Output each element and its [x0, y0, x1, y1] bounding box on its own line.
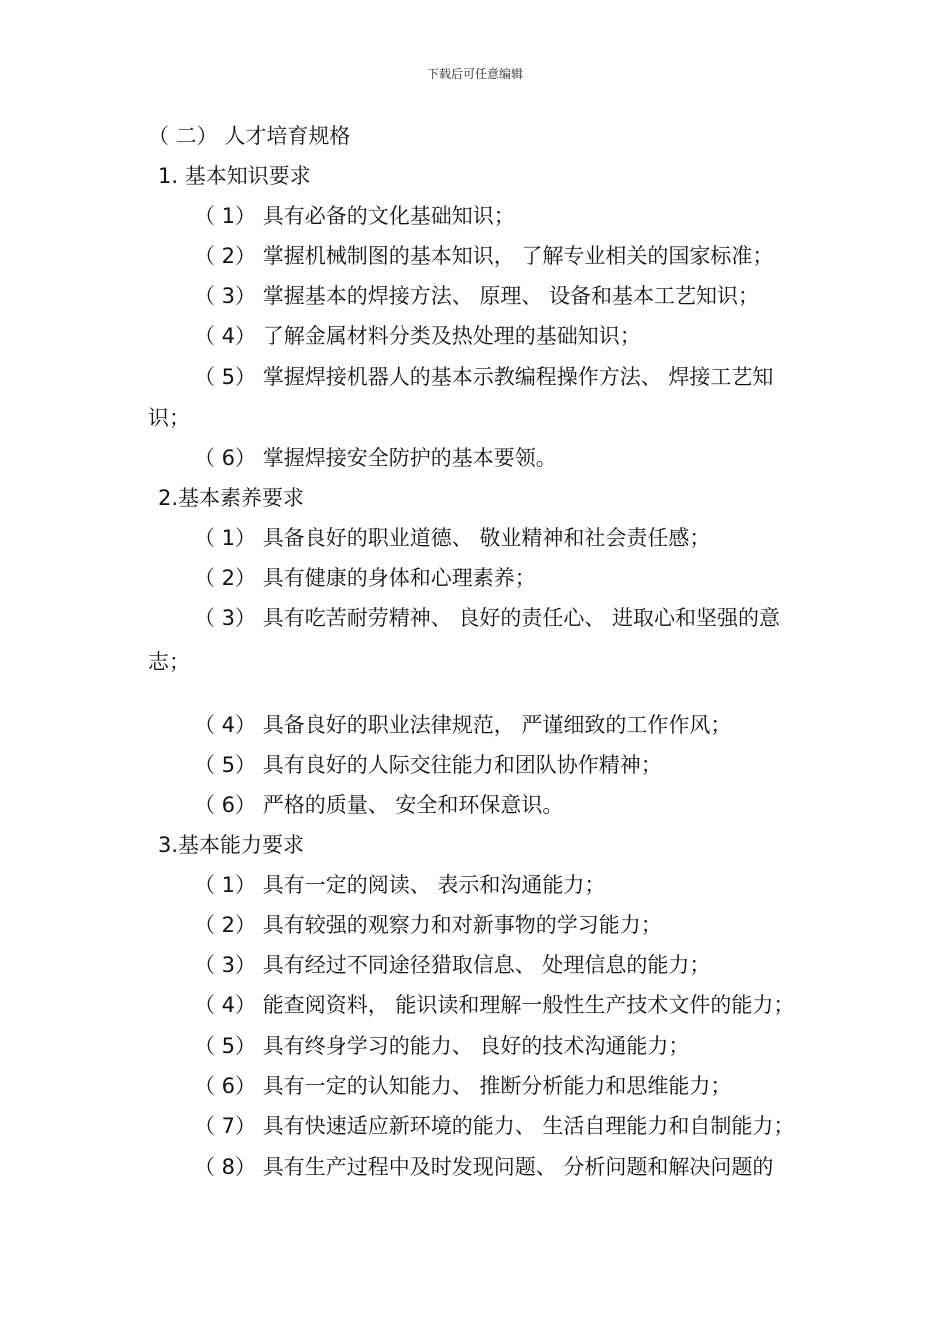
- group-title-ability: 3.基本能力要求: [158, 833, 305, 857]
- ability-item-4: （ 4） 能查阅资料， 能识读和理解一般性生产技术文件的能力；: [194, 993, 795, 1017]
- knowledge-item-3: （ 3） 掌握基本的焊接方法、 原理、 设备和基本工艺知识；: [194, 284, 760, 308]
- knowledge-item-2: （ 2） 掌握机械制图的基本知识， 了解专业相关的国家标准；: [194, 244, 774, 268]
- knowledge-item-1: （ 1） 具有必备的文化基础知识；: [194, 204, 515, 228]
- section-title: （ 二） 人才培育规格: [148, 124, 351, 148]
- group-title-knowledge: 1. 基本知识要求: [158, 164, 311, 188]
- group-title-quality: 2.基本素养要求: [158, 486, 305, 510]
- ability-item-7: （ 7） 具有快速适应新环境的能力、 生活自理能力和自制能力；: [194, 1114, 795, 1138]
- ability-item-3: （ 3） 具有经过不同途径猎取信息、 处理信息的能力；: [194, 953, 711, 977]
- knowledge-item-5-continued: 识；: [148, 406, 190, 430]
- knowledge-item-4: （ 4） 了解金属材料分类及热处理的基础知识；: [194, 324, 641, 348]
- page-header: 下载后可任意编辑: [426, 67, 523, 81]
- ability-item-6: （ 6） 具有一定的认知能力、 推断分析能力和思维能力；: [194, 1074, 732, 1098]
- quality-item-5: （ 5） 具有良好的人际交往能力和团队协作精神；: [194, 753, 662, 777]
- ability-item-8: （ 8） 具有生产过程中及时发现问题、 分析问题和解决问题的: [194, 1155, 774, 1179]
- ability-item-5: （ 5） 具有终身学习的能力、 良好的技术沟通能力；: [194, 1034, 690, 1058]
- quality-item-1: （ 1） 具备良好的职业道德、 敬业精神和社会责任感；: [194, 526, 711, 550]
- knowledge-item-5: （ 5） 掌握焊接机器人的基本示教编程操作方法、 焊接工艺知: [194, 365, 774, 389]
- ability-item-2: （ 2） 具有较强的观察力和对新事物的学习能力；: [194, 913, 662, 937]
- knowledge-item-6: （ 6） 掌握焊接安全防护的基本要领。: [194, 446, 557, 470]
- quality-item-3-continued: 志；: [148, 650, 190, 674]
- ability-item-1: （ 1） 具有一定的阅读、 表示和沟通能力；: [194, 873, 606, 897]
- quality-item-3: （ 3） 具有吃苦耐劳精神、 良好的责任心、 进取心和坚强的意: [194, 606, 781, 630]
- quality-item-2: （ 2） 具有健康的身体和心理素养；: [194, 566, 536, 590]
- quality-item-4: （ 4） 具备良好的职业法律规范， 严谨细致的工作作风；: [194, 713, 732, 737]
- quality-item-6: （ 6） 严格的质量、 安全和环保意识。: [194, 793, 564, 817]
